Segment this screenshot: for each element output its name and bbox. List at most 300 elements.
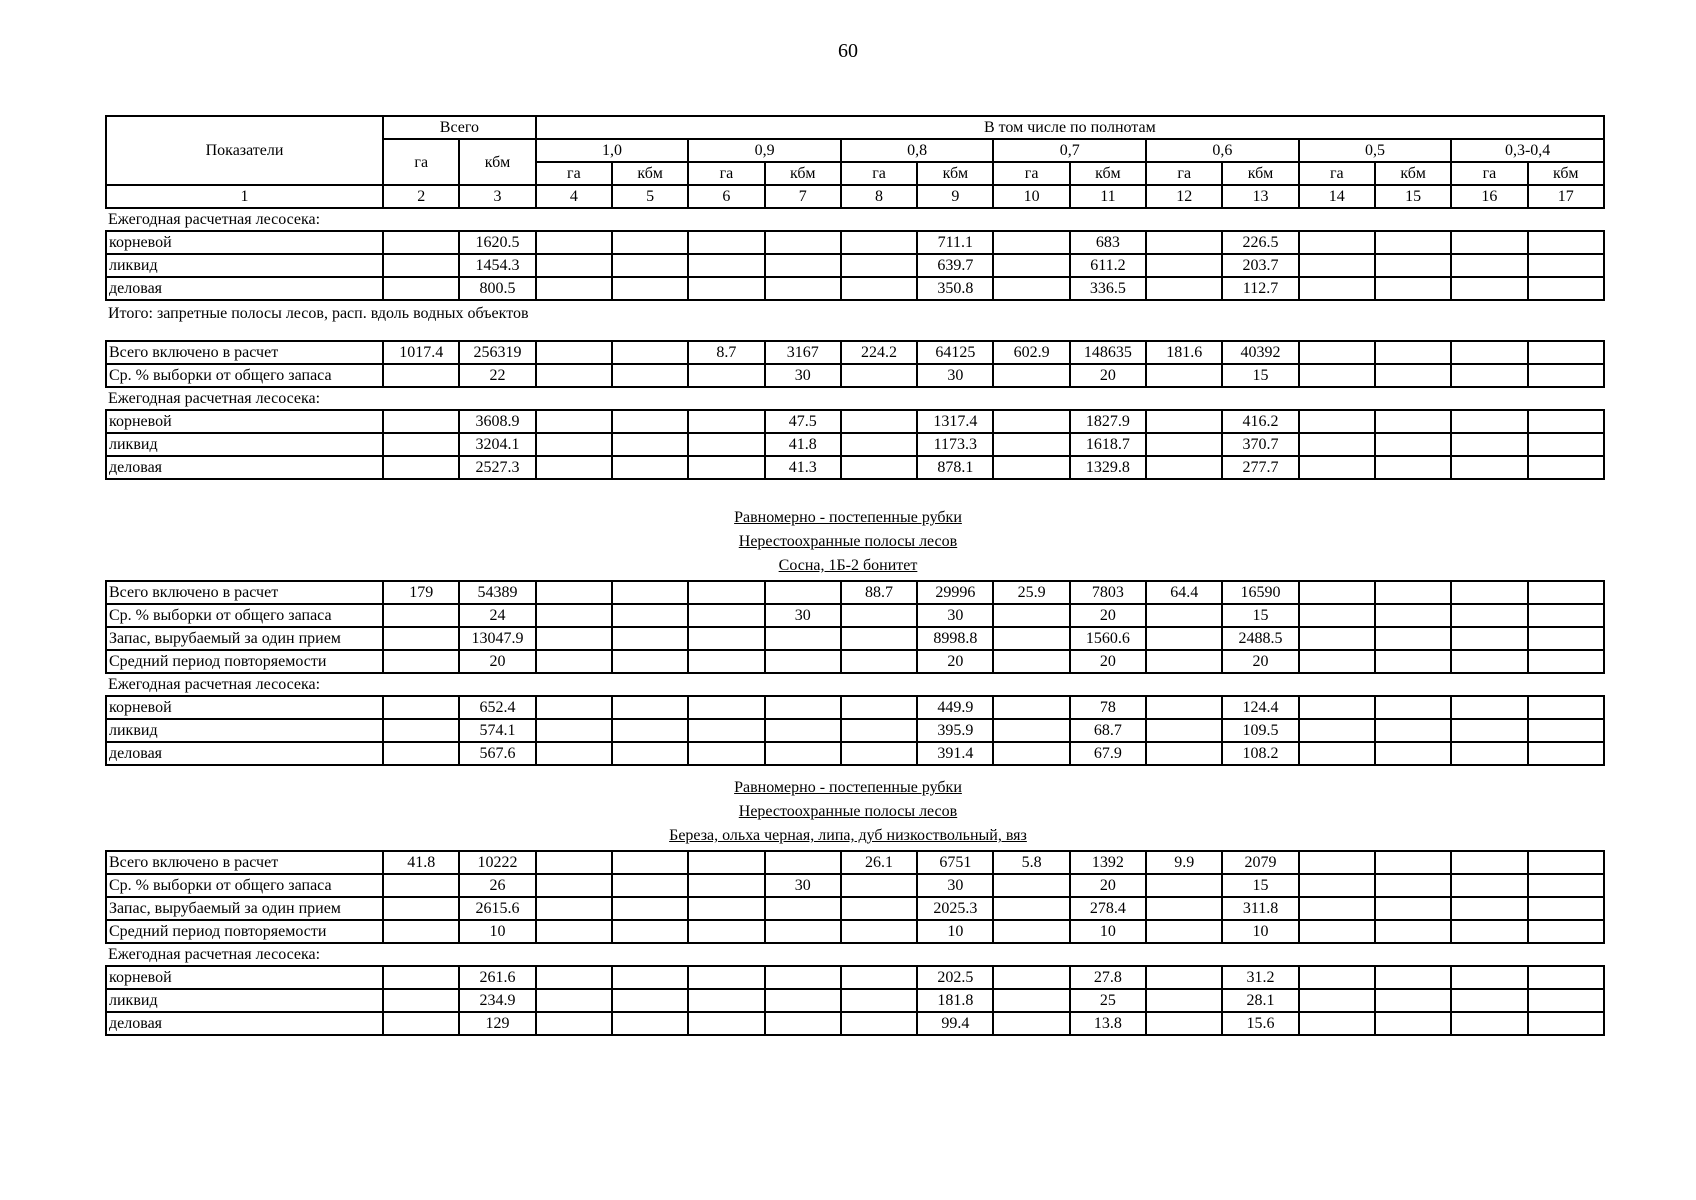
table-cell: 1827.9 — [1070, 410, 1146, 433]
table-cell — [841, 456, 917, 479]
table-cell — [993, 742, 1069, 765]
header-density: 0,9 — [688, 139, 841, 162]
table-cell: 13.8 — [1070, 1012, 1146, 1035]
table-cell — [612, 696, 688, 719]
table-cell: 30 — [765, 604, 841, 627]
table-cell — [1528, 1012, 1604, 1035]
table-cell — [841, 920, 917, 943]
table-cell: 99.4 — [917, 1012, 993, 1035]
table-cell — [841, 627, 917, 650]
table-cell — [1299, 277, 1375, 300]
table-cell — [688, 874, 764, 897]
header-kbm: кбм — [1070, 162, 1146, 185]
table-cell — [688, 456, 764, 479]
header-ha: га — [1146, 162, 1222, 185]
column-number: 16 — [1451, 185, 1527, 208]
table-cell — [1528, 277, 1604, 300]
table-cell: 28.1 — [1222, 989, 1298, 1012]
table-cell — [1146, 231, 1222, 254]
row-label: корневой — [106, 231, 383, 254]
table-cell: 7803 — [1070, 581, 1146, 604]
table-cell — [688, 989, 764, 1012]
table-cell: 25.9 — [993, 581, 1069, 604]
table-cell — [1299, 874, 1375, 897]
table-cell — [612, 920, 688, 943]
table-cell — [1146, 989, 1222, 1012]
header-kbm: кбм — [1528, 162, 1604, 185]
table-cell — [1299, 1012, 1375, 1035]
table-cell — [612, 1012, 688, 1035]
table-cell — [1528, 874, 1604, 897]
header-ha: га — [688, 162, 764, 185]
table-cell — [841, 742, 917, 765]
table-cell — [1375, 920, 1451, 943]
table-cell — [1451, 719, 1527, 742]
table-cell: 64.4 — [1146, 581, 1222, 604]
table-cell — [993, 719, 1069, 742]
section2-title-cutting: Равномерно - постепенные рубки — [734, 509, 962, 526]
table-cell: 711.1 — [917, 231, 993, 254]
table-cell — [1146, 742, 1222, 765]
table-cell — [765, 254, 841, 277]
table-row — [106, 650, 1604, 673]
table-cell — [1375, 410, 1451, 433]
table-cell — [765, 581, 841, 604]
table-cell — [1299, 851, 1375, 874]
table-cell: 202.5 — [917, 966, 993, 989]
table-cell: 3167 — [765, 341, 841, 364]
table-cell — [383, 627, 459, 650]
table-cell — [612, 851, 688, 874]
table-cell — [841, 604, 917, 627]
table-cell — [536, 231, 612, 254]
table-cell — [1451, 874, 1527, 897]
table-cell — [841, 696, 917, 719]
table-cell — [1451, 897, 1527, 920]
table-cell: 1173.3 — [917, 433, 993, 456]
table-cell — [1451, 231, 1527, 254]
table-cell — [1451, 627, 1527, 650]
table-cell: 234.9 — [459, 989, 535, 1012]
table-cell — [383, 719, 459, 742]
table-cell: 179 — [383, 581, 459, 604]
table-cell — [1299, 604, 1375, 627]
table-cell — [1528, 456, 1604, 479]
table-cell — [688, 650, 764, 673]
header-density: 0,5 — [1299, 139, 1452, 162]
table-cell — [1451, 920, 1527, 943]
table-row — [106, 341, 1604, 364]
table-cell: 40392 — [1222, 341, 1298, 364]
table-cell: 54389 — [459, 581, 535, 604]
table-cell — [1375, 897, 1451, 920]
table-cell: 5.8 — [993, 851, 1069, 874]
summary-caption-text: Итого: запретные полосы лесов, расп. вдоль водных объектов — [108, 305, 529, 322]
table-cell: 109.5 — [1222, 719, 1298, 742]
table-cell: 25 — [1070, 989, 1146, 1012]
table-cell: 10 — [1070, 920, 1146, 943]
table-cell — [1375, 433, 1451, 456]
table-cell: 22 — [459, 364, 535, 387]
table-cell — [1528, 254, 1604, 277]
table-cell — [1528, 627, 1604, 650]
table-cell: 203.7 — [1222, 254, 1298, 277]
table-cell: 129 — [459, 1012, 535, 1035]
section2-title-zone: Нерестоохранные полосы лесов — [738, 533, 958, 550]
column-number: 1 — [106, 185, 383, 208]
table-cell — [1146, 650, 1222, 673]
table-cell — [688, 231, 764, 254]
table-cell — [536, 966, 612, 989]
table-cell — [993, 456, 1069, 479]
table-cell — [1451, 989, 1527, 1012]
table-cell — [1528, 719, 1604, 742]
table-cell — [1299, 433, 1375, 456]
header-density: 0,6 — [1146, 139, 1299, 162]
table-cell: 15 — [1222, 364, 1298, 387]
table-cell — [1146, 254, 1222, 277]
table-cell — [1375, 966, 1451, 989]
table-cell — [1146, 627, 1222, 650]
table-row — [106, 604, 1604, 627]
table-cell: 20 — [1070, 364, 1146, 387]
table-cell — [1146, 277, 1222, 300]
table-cell — [993, 920, 1069, 943]
table-pine — [105, 580, 1605, 766]
summary-caption — [106, 300, 1604, 324]
annual-cut-label — [106, 673, 1604, 696]
table-cell — [993, 433, 1069, 456]
table-cell: 1618.7 — [1070, 433, 1146, 456]
table-cell — [1528, 433, 1604, 456]
row-label: корневой — [106, 410, 383, 433]
column-number: 17 — [1528, 185, 1604, 208]
table-cell — [1299, 966, 1375, 989]
column-number: 14 — [1299, 185, 1375, 208]
table-row — [106, 851, 1604, 874]
table-cell — [841, 897, 917, 920]
table-cell — [993, 897, 1069, 920]
table-cell — [536, 1012, 612, 1035]
table-cell: 24 — [459, 604, 535, 627]
table-cell — [765, 851, 841, 874]
row-label: Ср. % выборки от общего запаса — [106, 604, 383, 627]
table-cell — [688, 696, 764, 719]
table-cell — [1375, 456, 1451, 479]
table-cell — [1451, 696, 1527, 719]
table-cell: 20 — [1070, 874, 1146, 897]
column-number: 10 — [993, 185, 1069, 208]
table-cell: 30 — [917, 364, 993, 387]
annual-cut-label-text: Ежегодная расчетная лесосека: — [106, 673, 1604, 696]
table-cell: 27.8 — [1070, 966, 1146, 989]
table-cell: 370.7 — [1222, 433, 1298, 456]
table-cell: 6751 — [917, 851, 993, 874]
table-cell: 15 — [1222, 604, 1298, 627]
table-row — [106, 410, 1604, 433]
table-cell — [536, 604, 612, 627]
table-row — [106, 874, 1604, 897]
spacer-row — [106, 324, 1604, 341]
table-cell — [1299, 627, 1375, 650]
table-cell — [612, 897, 688, 920]
column-number: 6 — [688, 185, 764, 208]
table-cell: 15 — [1222, 874, 1298, 897]
table-cell — [1451, 851, 1527, 874]
table-row — [106, 277, 1604, 300]
table-cell — [1299, 989, 1375, 1012]
column-number: 5 — [612, 185, 688, 208]
table-cell — [612, 277, 688, 300]
column-number: 4 — [536, 185, 612, 208]
table-cell: 30 — [917, 604, 993, 627]
table-cell: 574.1 — [459, 719, 535, 742]
table-cell — [688, 604, 764, 627]
table-cell — [1146, 874, 1222, 897]
table-cell — [1299, 742, 1375, 765]
table-cell: 15.6 — [1222, 1012, 1298, 1035]
row-label: деловая — [106, 1012, 383, 1035]
table-cell — [1451, 254, 1527, 277]
table-cell: 10222 — [459, 851, 535, 874]
header-total: Всего — [383, 116, 536, 139]
table-cell — [383, 897, 459, 920]
table-cell — [1299, 456, 1375, 479]
table-cell — [383, 920, 459, 943]
table-cell — [1375, 1012, 1451, 1035]
table-cell: 148635 — [1070, 341, 1146, 364]
header-ha: га — [841, 162, 917, 185]
table-cell — [1528, 341, 1604, 364]
table-cell — [1146, 719, 1222, 742]
table-cell: 30 — [765, 874, 841, 897]
table-cell — [765, 742, 841, 765]
table-cell — [536, 696, 612, 719]
table-cell — [383, 1012, 459, 1035]
annual-cut-label-text: Ежегодная расчетная лесосека: — [106, 208, 1604, 231]
table-cell — [612, 742, 688, 765]
table-cell: 277.7 — [1222, 456, 1298, 479]
table-cell — [1528, 231, 1604, 254]
table-cell: 567.6 — [459, 742, 535, 765]
table-cell — [1375, 627, 1451, 650]
header-total-ha: га — [383, 139, 459, 185]
header-density: 0,7 — [993, 139, 1146, 162]
table-cell — [536, 364, 612, 387]
table-row — [106, 719, 1604, 742]
table-cell — [1528, 650, 1604, 673]
table-cell — [993, 966, 1069, 989]
table-cell — [688, 1012, 764, 1035]
header-density: 1,0 — [536, 139, 689, 162]
table-cell — [383, 966, 459, 989]
table-cell — [841, 989, 917, 1012]
table-cell: 226.5 — [1222, 231, 1298, 254]
table-cell — [688, 897, 764, 920]
row-label: Запас, вырубаемый за один прием — [106, 897, 383, 920]
table-cell — [993, 604, 1069, 627]
header-kbm: кбм — [765, 162, 841, 185]
annual-cut-label-text: Ежегодная расчетная лесосека: — [106, 943, 1604, 966]
table-cell: 112.7 — [1222, 277, 1298, 300]
table-cell — [536, 410, 612, 433]
table-cell: 20 — [1222, 650, 1298, 673]
row-label: Средний период повторяемости — [106, 650, 383, 673]
table-cell: 2025.3 — [917, 897, 993, 920]
annual-cut-label — [106, 208, 1604, 231]
table-cell — [383, 277, 459, 300]
table-cell: 181.8 — [917, 989, 993, 1012]
table-cell — [841, 364, 917, 387]
table-cell — [688, 581, 764, 604]
table-row — [106, 897, 1604, 920]
table-cell — [1451, 277, 1527, 300]
row-label: Ср. % выборки от общего запаса — [106, 364, 383, 387]
table-row — [106, 364, 1604, 387]
table-cell — [536, 851, 612, 874]
table-cell — [1146, 897, 1222, 920]
table-cell — [993, 410, 1069, 433]
table-cell: 395.9 — [917, 719, 993, 742]
table-cell — [1146, 696, 1222, 719]
table-cell — [1299, 650, 1375, 673]
header-kbm: кбм — [1375, 162, 1451, 185]
table-cell — [1375, 851, 1451, 874]
table-cell — [688, 627, 764, 650]
table-cell — [688, 742, 764, 765]
table-cell: 878.1 — [917, 456, 993, 479]
table-cell — [1375, 874, 1451, 897]
table-cell: 67.9 — [1070, 742, 1146, 765]
row-label: Ср. % выборки от общего запаса — [106, 874, 383, 897]
table-cell — [1451, 364, 1527, 387]
table-cell: 261.6 — [459, 966, 535, 989]
table-cell — [612, 627, 688, 650]
table-cell: 1329.8 — [1070, 456, 1146, 479]
table-cell: 20 — [459, 650, 535, 673]
table-cell — [688, 410, 764, 433]
table-row — [106, 456, 1604, 479]
table-cell — [383, 456, 459, 479]
column-number: 11 — [1070, 185, 1146, 208]
table-cell: 1620.5 — [459, 231, 535, 254]
annual-cut-label — [106, 387, 1604, 410]
table-cell — [993, 627, 1069, 650]
row-label: корневой — [106, 696, 383, 719]
table-row — [106, 920, 1604, 943]
table-cell — [536, 254, 612, 277]
table-cell — [1528, 410, 1604, 433]
table-cell — [1299, 719, 1375, 742]
table-cell — [1375, 650, 1451, 673]
table-cell: 41.8 — [765, 433, 841, 456]
table-cell — [536, 456, 612, 479]
table-cell — [841, 650, 917, 673]
table-cell — [765, 1012, 841, 1035]
table-cell — [536, 920, 612, 943]
table-cell — [1451, 341, 1527, 364]
section2-title-species: Сосна, 1Б-2 бонитет — [778, 557, 918, 574]
table-cell — [1528, 742, 1604, 765]
table-cell — [1375, 231, 1451, 254]
table-cell: 611.2 — [1070, 254, 1146, 277]
table-cell: 1017.4 — [383, 341, 459, 364]
table-cell: 2488.5 — [1222, 627, 1298, 650]
table-cell — [383, 696, 459, 719]
table-cell — [383, 254, 459, 277]
table-cell — [1299, 920, 1375, 943]
table-cell: 639.7 — [917, 254, 993, 277]
table-cell — [1528, 581, 1604, 604]
table-cell: 10 — [1222, 920, 1298, 943]
column-number: 12 — [1146, 185, 1222, 208]
table-cell — [1375, 604, 1451, 627]
table-cell: 68.7 — [1070, 719, 1146, 742]
table-cell — [993, 989, 1069, 1012]
table-cell — [841, 277, 917, 300]
table-cell — [993, 1012, 1069, 1035]
table-cell — [1375, 364, 1451, 387]
column-number: 8 — [841, 185, 917, 208]
table-cell: 10 — [459, 920, 535, 943]
table-cell: 20 — [1070, 650, 1146, 673]
table-cell: 47.5 — [765, 410, 841, 433]
table-cell — [993, 277, 1069, 300]
table-cell: 108.2 — [1222, 742, 1298, 765]
table-cell — [536, 341, 612, 364]
table-cell — [1299, 341, 1375, 364]
table-cell — [1146, 1012, 1222, 1035]
table-cell: 1317.4 — [917, 410, 993, 433]
table-cell — [1451, 456, 1527, 479]
table-cell — [1528, 989, 1604, 1012]
table-cell — [993, 254, 1069, 277]
row-label: ликвид — [106, 989, 383, 1012]
table-cell — [841, 719, 917, 742]
table-cell — [383, 874, 459, 897]
table-cell — [688, 433, 764, 456]
table-cell: 1392 — [1070, 851, 1146, 874]
table-cell — [1528, 696, 1604, 719]
table-cell: 30 — [765, 364, 841, 387]
table-cell — [1146, 433, 1222, 456]
table-cell — [841, 231, 917, 254]
table-cell — [1146, 364, 1222, 387]
table-row — [106, 581, 1604, 604]
header-ha: га — [993, 162, 1069, 185]
table-cell — [536, 581, 612, 604]
table-cell — [383, 989, 459, 1012]
table-cell — [1299, 696, 1375, 719]
table-cell — [383, 604, 459, 627]
table-cell — [1299, 410, 1375, 433]
page-number: 60 — [838, 40, 858, 62]
header-density: 0,3-0,4 — [1451, 139, 1604, 162]
table-cell — [1451, 742, 1527, 765]
table-cell — [612, 456, 688, 479]
table-cell: 181.6 — [1146, 341, 1222, 364]
table-cell: 1454.3 — [459, 254, 535, 277]
table-cell — [536, 277, 612, 300]
table-row — [106, 966, 1604, 989]
table-cell — [536, 650, 612, 673]
table-cell — [536, 719, 612, 742]
table-cell — [1375, 696, 1451, 719]
table-cell: 124.4 — [1222, 696, 1298, 719]
table-cell: 30 — [917, 874, 993, 897]
table-cell: 2527.3 — [459, 456, 535, 479]
table-cell: 16590 — [1222, 581, 1298, 604]
